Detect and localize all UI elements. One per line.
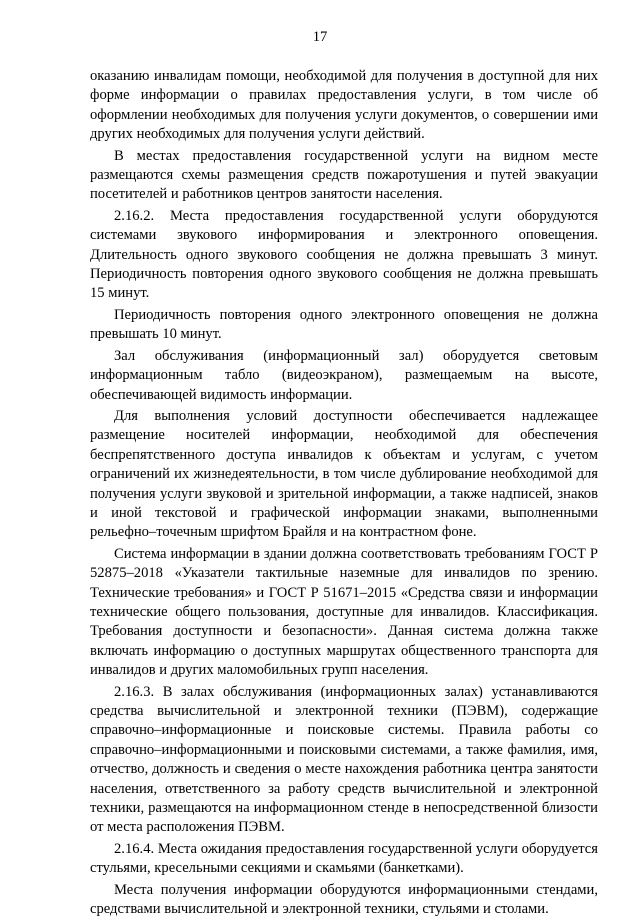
paragraph-10: Места получения информации оборудуются информационными стендами, средствами вычислительной и электронной техники, стульями и столами. (90, 881, 598, 918)
page-number: 17 (312, 29, 328, 45)
paragraph-6: Для выполнения условий доступности обеспечивается надлежащее размещение носителей информации, необходимой для обеспечения беспрепятственного доступа инвалидов к объектам и услугам, с учетом ограничений их жизнедеятельности, в том числе дублирование необходимой для получения услуги звуковой и зрительной информации, а также надписей, знаков и иной текстовой и графической информации знаками, выполненными рельефно–точечным шрифтом Брайля и на контрастном фоне. (90, 407, 598, 541)
paragraph-3: 2.16.2. Места предоставления государственной услуги оборудуются системами звукового информирования и электронного оповещения. Длительность одного звукового сообщения не должна превышать 3 минут. Периодичность повторения одного звукового сообщения не должна превышать 15 минут. (90, 207, 598, 302)
paragraph-1: оказанию инвалидам помощи, необходимой для получения в доступной для них форме информации о правилах предоставления услуги, в том числе об оформлении необходимых для получения услуги документов, о совершении ими других необходимых для получения услуги действий. (90, 68, 598, 143)
paragraph-9: 2.16.4. Места ожидания предоставления государственной услуги оборудуется стульями, кресельными секциями и скамьями (банкетками). (90, 840, 598, 877)
paragraph-2: В местах предоставления государственной услуги на видном месте размещаются схемы размещения средств пожаротушения и путей эвакуации посетителей и работников центров занятости населения. (90, 147, 598, 203)
paragraph-4: Периодичность повторения одного электронного оповещения не должна превышать 10 минут. (90, 306, 598, 343)
paragraph-7: Система информации в здании должна соответствовать требованиям ГОСТ Р 52875–2018 «Указатели тактильные наземные для инвалидов по зрению. Технические требования» и ГОСТ Р 51671–2015 «Средства связи и информации технические общего пользования, доступные для инвалидов. Классификация. Требования доступности и безопасности». Данная система должна также включать информацию о доступных маршрутах общественного транспорта для инвалидов и других маломобильных групп населения. (90, 545, 598, 679)
paragraph-5: Зал обслуживания (информационный зал) оборудуется световым информационным табло (видеоэкраном), размещаемым на высоте, обеспечивающей видимость информации. (90, 347, 598, 403)
paragraph-8: 2.16.3. В залах обслуживания (информационных залах) устанавливаются средства вычислительной и электронной техники (ПЭВМ), содержащие справочно–информационные и поисковые системы. Правила работы со справочно–информационными и поисковыми системами, а также фамилия, имя, отчество, должность и сведения о месте нахождения работника центра занятости населения, ответственного за работу средств вычислительной и электронной техники, размещаются на информационном стенде в непосредственной близости от места расположения ПЭВМ. (90, 683, 598, 836)
document-body (90, 67, 598, 921)
